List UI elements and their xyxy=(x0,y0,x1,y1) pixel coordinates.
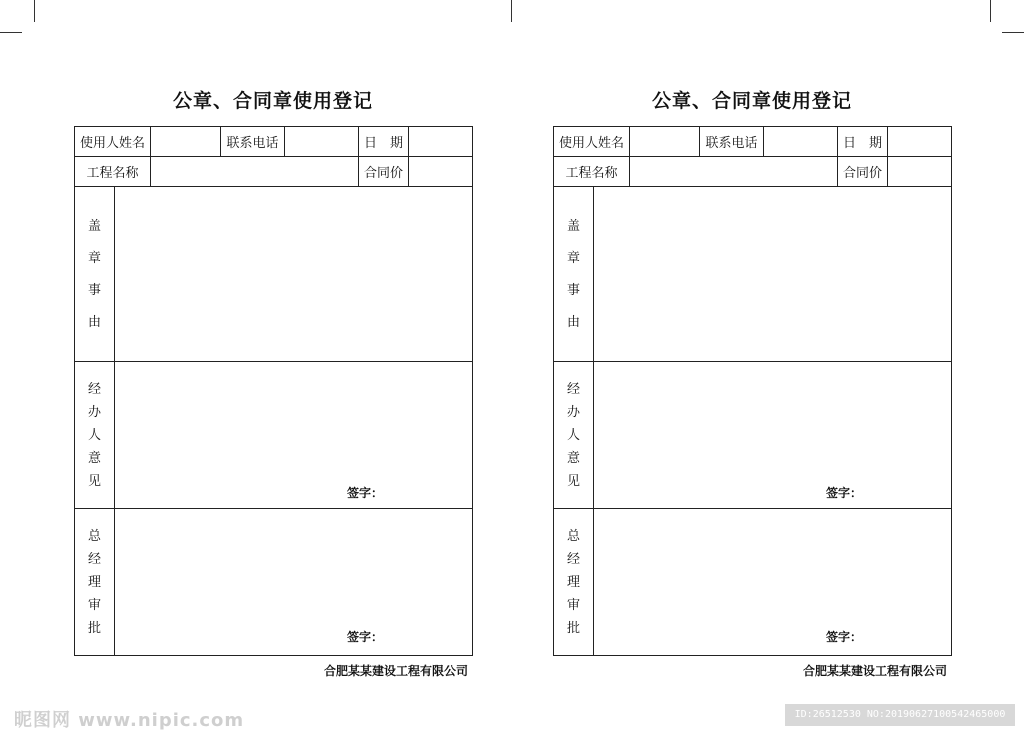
company-name: 合肥某某建设工程有限公司 xyxy=(802,664,947,678)
signature-label: 签字： xyxy=(826,630,863,644)
contract-price-label: 合同价 xyxy=(838,157,888,187)
user-name-field[interactable] xyxy=(630,127,700,157)
user-name-field[interactable] xyxy=(151,127,221,157)
signature-label: 签字： xyxy=(347,486,384,500)
gm-approval-field[interactable] xyxy=(594,509,952,656)
project-name-field[interactable] xyxy=(630,157,838,187)
reason-field[interactable] xyxy=(115,187,473,362)
site-watermark: 昵图网 www.nipic.com xyxy=(14,710,245,731)
project-name-label: 工程名称 xyxy=(554,157,630,187)
phone-field[interactable] xyxy=(285,127,359,157)
phone-label: 联系电话 xyxy=(700,127,764,157)
handler-opinion-label: 经 办 人 意 见 xyxy=(75,362,115,509)
company-name: 合肥某某建设工程有限公司 xyxy=(323,664,468,678)
handler-opinion-field[interactable] xyxy=(115,362,473,509)
signature-label: 签字： xyxy=(826,486,863,500)
project-name-field[interactable] xyxy=(151,157,359,187)
phone-field[interactable] xyxy=(764,127,838,157)
handler-opinion-label: 经 办 人 意 见 xyxy=(554,362,594,509)
contract-price-label: 合同价 xyxy=(359,157,409,187)
date-field[interactable] xyxy=(888,127,952,157)
form-title: 公章、合同章使用登记 xyxy=(651,90,852,112)
crop-mark xyxy=(1002,32,1024,33)
gm-approval-label: 总 经 理 审 批 xyxy=(554,509,594,656)
contract-price-field[interactable] xyxy=(409,157,473,187)
gm-approval-label: 总 经 理 审 批 xyxy=(75,509,115,656)
date-label: 日 期 xyxy=(359,127,409,157)
registration-table xyxy=(553,126,952,656)
registration-table xyxy=(74,126,473,656)
crop-mark xyxy=(990,0,991,22)
reason-label: 盖 章 事 由 xyxy=(75,187,115,362)
reason-field[interactable] xyxy=(594,187,952,362)
date-field[interactable] xyxy=(409,127,473,157)
project-name-label: 工程名称 xyxy=(75,157,151,187)
signature-label: 签字： xyxy=(347,630,384,644)
contract-price-field[interactable] xyxy=(888,157,952,187)
user-name-label: 使用人姓名 xyxy=(75,127,151,157)
crop-mark xyxy=(511,0,512,22)
date-label: 日 期 xyxy=(838,127,888,157)
reason-label: 盖 章 事 由 xyxy=(554,187,594,362)
gm-approval-field[interactable] xyxy=(115,509,473,656)
phone-label: 联系电话 xyxy=(221,127,285,157)
form-title: 公章、合同章使用登记 xyxy=(172,90,373,112)
crop-mark xyxy=(0,32,22,33)
crop-mark xyxy=(34,0,35,22)
id-watermark: ID:26512530 NO:20190627100542465000 xyxy=(785,704,1015,726)
handler-opinion-field[interactable] xyxy=(594,362,952,509)
user-name-label: 使用人姓名 xyxy=(554,127,630,157)
